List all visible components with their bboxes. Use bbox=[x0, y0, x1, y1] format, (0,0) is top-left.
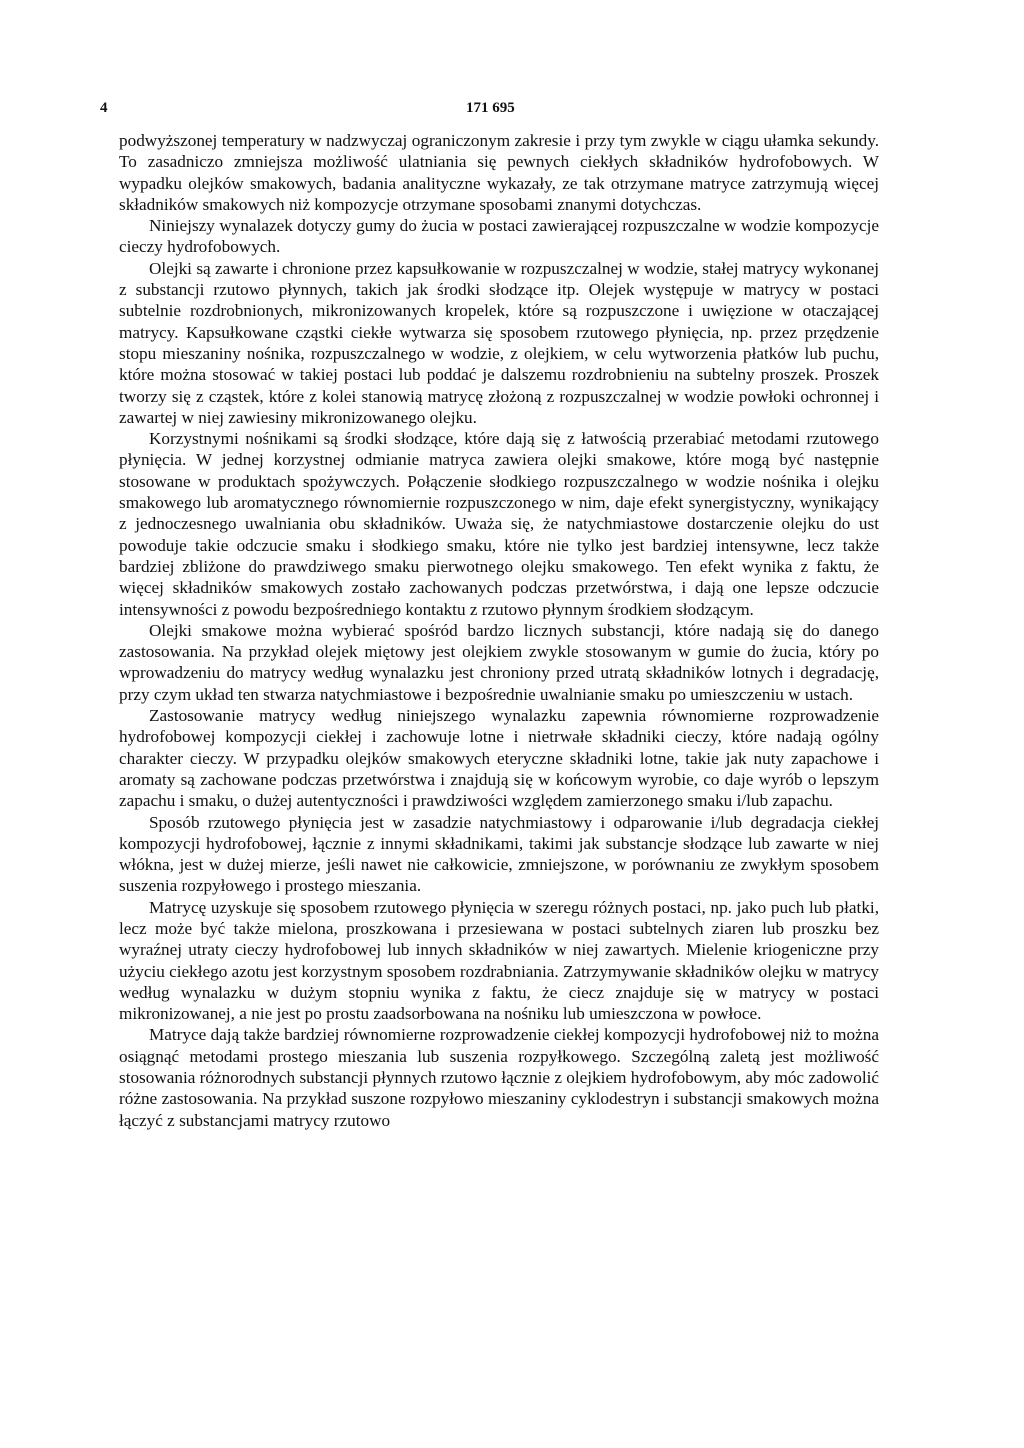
page-header bbox=[100, 100, 880, 124]
paragraph: Matrycę uzyskuje się sposobem rzutowego płynięcia w szeregu różnych postaci, np. jako puch lub płatki, lecz może być także mielona, proszkowana i przesiewana w postaci subtelnych ziaren lub proszku bez wyraźnej utraty cieczy hydrofobowej lub innych składników w niej zawartych. Mielenie kriogeniczne przy użyciu ciekłego azotu jest korzystnym sposobem rozdrabniania. Zatrzymywanie składników olejku w matrycy według wynalazku w dużym stopniu wynika z faktu, że ciecz znajduje się w matrycy w postaci mikronizowanej, a nie jest po prostu zaadsorbowana na nośniku lub umieszczona w powłoce. bbox=[119, 897, 879, 1024]
paragraph: Korzystnymi nośnikami są środki słodzące, które dają się z łatwością przerabiać metodami rzutowego płynięcia. W jednej korzystnej odmianie matryca zawiera olejki smakowe, które mogą być następnie stosowane w produktach spożywczych. Połączenie słodkiego rozpuszczalnego w wodzie nośnika i olejku smakowego lub aromatycznego równomiernie rozpuszczonego w nim, daje efekt synergistyczny, wynikający z jednoczesnego uwalniania obu składników. Uważa się, że natychmiastowe dostarczenie olejku do ust powoduje takie odczucie smaku i słodkiego smaku, które nie tylko jest bardziej intensywne, lecz także bardziej zbliżone do prawdziwego smaku pierwotnego olejku smakowego. Ten efekt wynika z faktu, że więcej składników smakowych zostało zachowanych podczas przetwórstwa, i dają one lepsze odczucie intensywności z powodu bezpośredniego kontaktu z rzutowo płynnym środkiem słodzącym. bbox=[119, 429, 879, 619]
paragraph: podwyższonej temperatury w nadzwyczaj ograniczonym zakresie i przy tym zwykle w ciągu ułamka sekundy. To zasadniczo zmniejsza możliwość ulatniania się pewnych ciekłych składników hydrofobowych. W wypadku olejków smakowych, badania analityczne wykazały, ze tak otrzymane matryce zatrzymują więcej składników smakowych niż kompozycje otrzymane sposobami znanymi dotychczas. bbox=[119, 131, 879, 214]
patent-number: 171 695 bbox=[466, 100, 515, 116]
page-number: 4 bbox=[100, 100, 108, 116]
paragraph: Olejki smakowe można wybierać spośród bardzo licznych substancji, które nadają się do danego zastosowania. Na przykład olejek miętowy jest olejkiem zwykle stosowanym w gumie do żucia, który po wprowadzeniu do matrycy według wynalazku jest chroniony przed utratą składników lotnych i degradację, przy czym układ ten stwarza natychmiastowe i bezpośrednie uwalnianie smaku po umieszczeniu w ustach. bbox=[119, 620, 879, 704]
paragraph: Olejki są zawarte i chronione przez kapsułkowanie w rozpuszczalnej w wodzie, stałej matrycy wykonanej z substancji rzutowo płynnych, takich jak środki słodzące itp. Olejek występuje w matrycy w postaci subtelnie rozdrobnionych, mikronizowanych kropelek, które są rozpuszczone i uwięzione w otaczającej matrycy. Kapsułkowane cząstki ciekłe wytwarza się sposobem rzutowego płynięcia, np. przez przędzenie stopu mieszaniny nośnika, rozpuszczalnego w wodzie, z olejkiem, w celu wytworzenia płatków lub puchu, które można stosować w takiej postaci lub poddać je dalszemu rozdrobnieniu na subtelny proszek. Proszek tworzy się z cząstek, które z kolei stanowią matrycę złożoną z rozpuszczalnej w wodzie powłoki ochronnej i zawartej w niej zawiesiny mikronizowanego olejku. bbox=[119, 258, 879, 427]
paragraph: Niniejszy wynalazek dotyczy gumy do żucia w postaci zawierającej rozpuszczalne w wodzie kompozycje cieczy hydrofobowych. bbox=[119, 216, 879, 257]
body-text bbox=[119, 130, 879, 1131]
paragraph: Matryce dają także bardziej równomierne rozprowadzenie ciekłej kompozycji hydrofobowej niż to można osiągnąć metodami prostego mieszania lub suszenia rozpyłkowego. Szczególną zaletą jest możliwość stosowania różnorodnych substancji płynnych rzutowo łącznie z olejkiem hydrofobowym, aby móc zadowolić różne zastosowania. Na przykład suszone rozpyłowo mieszaniny cyklodestryn i substancji smakowych można łączyć z substancjami matrycy rzutowo bbox=[119, 1025, 879, 1130]
paragraph: Sposób rzutowego płynięcia jest w zasadzie natychmiastowy i odparowanie i/lub degradacja ciekłej kompozycji hydrofobowej, łącznie z innymi składnikami, takimi jak substancje słodzące lub zawarte w niej włókna, jest w dużej mierze, jeśli nawet nie całkowicie, zmniejszone, w porównaniu ze zwykłym sposobem suszenia rozpyłowego i prostego mieszania. bbox=[119, 812, 879, 896]
paragraph: Zastosowanie matrycy według niniejszego wynalazku zapewnia równomierne rozprowadzenie hydrofobowej kompozycji ciekłej i zachowuje lotne i nietrwałe składniki cieczy, które nadają ogólny charakter cieczy. W przypadku olejków smakowych eteryczne składniki lotne, takie jak nuty zapachowe i aromaty są zachowane podczas przetwórstwa i znajdują się w końcowym wyrobie, co daje wyrób o lepszym zapachu i smaku, o dużej autentyczności i prawdziwości względem zamierzonego smaku i/lub zapachu. bbox=[119, 706, 879, 811]
